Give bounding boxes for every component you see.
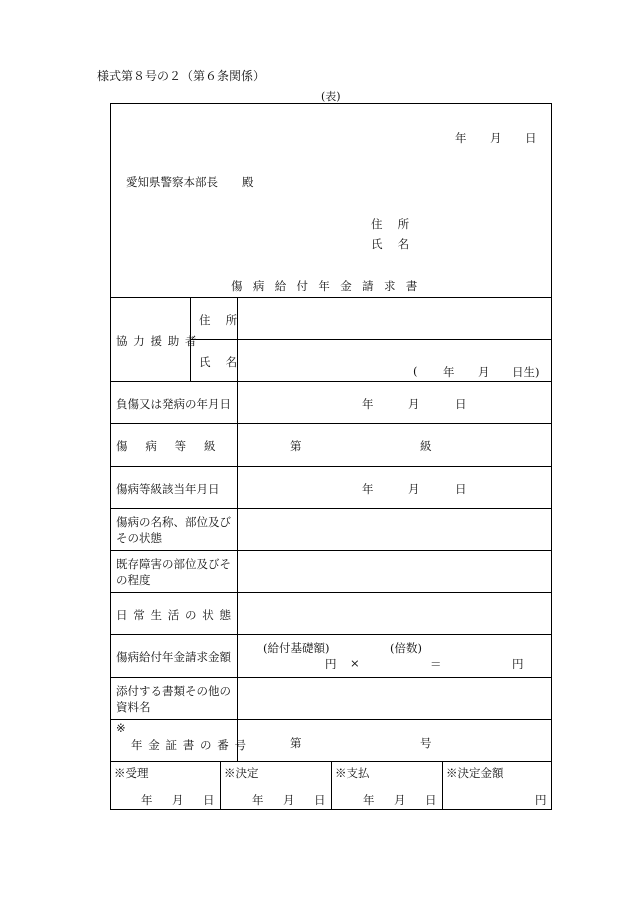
rule-5 [110,550,552,551]
rule-v-footer-1 [220,761,221,810]
cert-label: 年金証書の番号 [131,738,252,752]
rule-cooperator [190,339,552,340]
rule-1 [110,381,552,382]
injury-name-label-2: その状態 [116,531,162,545]
paid-month: 月 [394,793,406,807]
grade-date-year: 年 [362,482,374,496]
amount-times: × [350,656,360,670]
cert-mark: ※ [116,721,126,735]
injury-date-year: 年 [362,397,374,411]
received-year: 年 [141,793,153,807]
decided-month: 月 [283,793,295,807]
cooperator-name-label: 氏 名 [199,355,243,369]
grade-date-day: 日 [455,482,467,496]
cooperator-label: 協力援助者 [116,334,203,348]
rule-header [110,297,552,298]
header-date-day: 日 [525,131,537,145]
cert-prefix: 第 [290,736,302,750]
grade-date-label: 傷病等級該当年月日 [116,482,220,496]
attached-label-1: 添付する書類その他の [116,684,231,698]
injury-date-label: 負傷又は発病の年月日 [116,397,231,411]
grade-label: 傷病等級 [116,439,234,453]
decided-day: 日 [314,793,326,807]
footer-decided-amount: ※決定金額 [446,766,504,780]
honorific: 殿 [242,175,254,189]
existing-label-1: 既存障害の部位及びそ [116,557,231,571]
birth-year: 年 [443,365,455,379]
injury-name-label-1: 傷病の名称、部位及び [116,515,231,529]
attached-label-2: 資料名 [116,700,151,714]
side-label: (表) [321,90,341,103]
existing-label-2: の程度 [116,573,151,587]
footer-received: ※受理 [114,766,149,780]
rule-3 [110,466,552,467]
rule-v-footer-3 [442,761,443,810]
rule-8 [110,677,552,678]
paid-year: 年 [363,793,375,807]
injury-date-month: 月 [408,397,420,411]
form-table [110,103,552,810]
received-month: 月 [172,793,184,807]
rule-4 [110,508,552,509]
received-day: 日 [203,793,215,807]
decided-year: 年 [252,793,264,807]
footer-decided: ※決定 [224,766,259,780]
amount-label: 傷病給付年金請求金額 [116,650,231,664]
grade-suffix: 級 [420,439,432,453]
amount-yen-1: 円 [325,657,337,671]
header-date-month: 月 [490,131,502,145]
rule-2 [110,423,552,424]
grade-date-month: 月 [408,482,420,496]
header-date-year: 年 [455,131,467,145]
addressee: 愛知県警察本部長 [126,175,218,189]
daily-label: 日常生活の状態 [116,608,237,622]
rule-6 [110,592,552,593]
form-title: 傷病給付年金請求書 [231,279,428,293]
birth-month: 月 [478,365,490,379]
amount-multiplier: (倍数) [390,641,422,655]
birth-day: 日生) [512,365,540,379]
grade-prefix: 第 [290,439,302,453]
cooperator-address-label: 住 所 [199,313,243,327]
injury-date-day: 日 [455,397,467,411]
form-number: 様式第８号の２（第６条関係） [97,69,266,83]
cert-suffix: 号 [420,736,432,750]
footer-paid: ※支払 [335,766,370,780]
rule-v-footer-2 [331,761,332,810]
rule-7 [110,634,552,635]
applicant-address-label: 住 所 [371,217,415,231]
rule-9 [110,719,552,720]
birth-open: ( [413,364,418,378]
paid-day: 日 [425,793,437,807]
decided-amount-yen: 円 [535,793,547,807]
amount-equals: ＝ [430,657,442,671]
amount-base: (給付基礎額) [263,641,330,655]
amount-yen-2: 円 [512,657,524,671]
applicant-name-label: 氏 名 [371,237,415,251]
